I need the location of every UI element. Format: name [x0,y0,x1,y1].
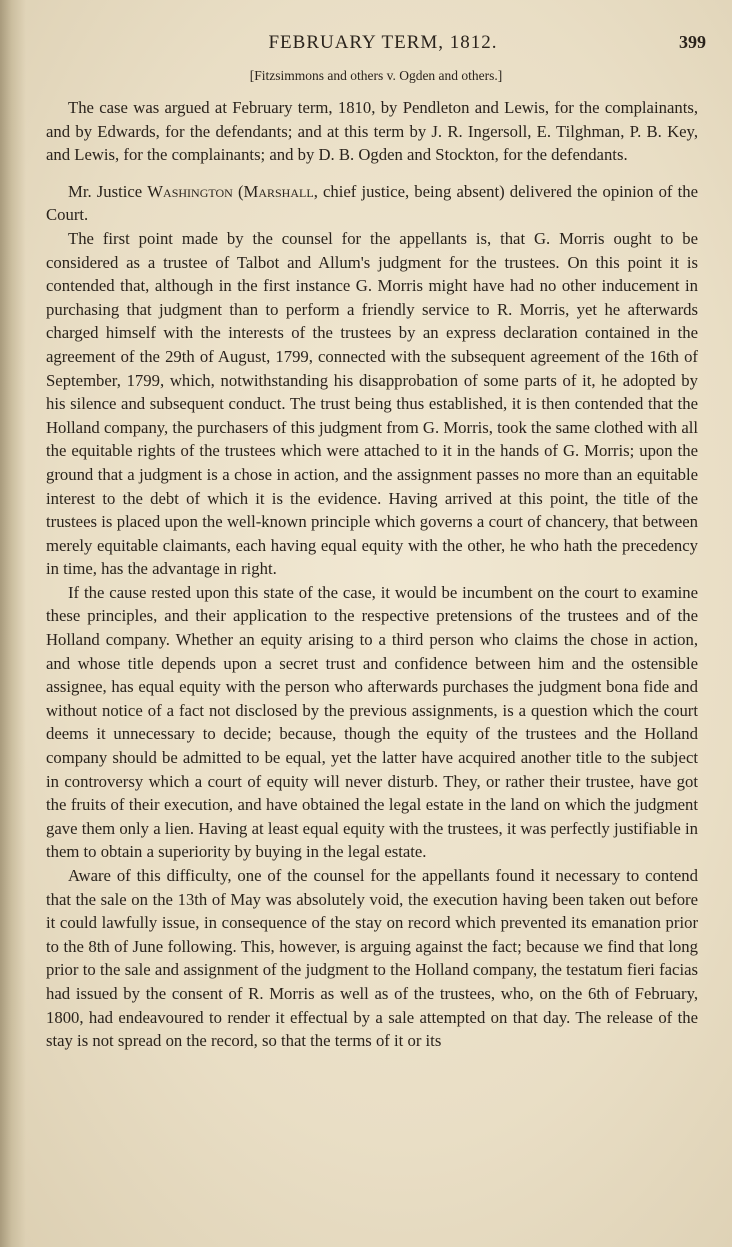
intro-mid: ( [232,181,244,201]
paragraph-opinion-intro [46,180,698,227]
paragraph-argument: The case was argued at February term, 1810, by Pendleton and Lewis, for the complainants, and by Edwards, for the defendants; and at this term by J. R. Ingersoll, E. Tilghman, P. B. Key, and Lewis, for the complainants; and by D. B. Ogden and Stockton, for the defendants. [46,98,698,165]
intro-suffix: , chief justice, being absent) delivered the opinion of the Court. [46,181,698,225]
paragraph-sale-void: Aware of this difficulty, one of the counsel for the appellants found it necessary to contend that the sale on the 13th of May was absolutely void, the execution having been taken out before it could lawfully issue, in consequence of the stay on record which prevented its emanation prior to the 8th of June following. This, however, is arguing against the fact; because we find that long prior to the sale and assignment of the judgment to the Holland company, the testatum fieri facias had issued by the consent of R. Morris as well as of the trustees, who, on the 6th of February, 1800, had endeavoured to render it effectual by a sale attempted on that day. The release of the stay is not spread on the record, so that the terms of it or its [46,866,698,1051]
paragraph-equity: If the cause rested upon this state of the case, it would be incumbent on the court to examine these principles, and their application to the respective pretensions of the trustees and of the Holland company. Whether an equity arising to a third person who claims the chose in action, and whose title depends upon a secret trust and confidence between him and the ostensible assignee, has equal equity with the person who afterwards purchases the judgment bona fide and without notice of a fact not disclosed by the previous assignments, is a question which the court deems it unnecessary to decide; because, though the equity of the trustees and the Holland company should be admitted to be equal, yet the latter have acquired another title to the subject in controversy which a court of equity will never disturb. They, or rather their trustee, have got the fruits of their execution, and have obtained the legal estate in the land on which the judgment gave them only a lien. Having at least equal equity with the trustees, it was perfectly justifiable in them to obtain a superiority by buying in the legal estate. [46,582,698,862]
chief-justice-name: Marshall [243,181,314,201]
paragraph-first-point: The first point made by the counsel for the appellants is, that G. Morris ought to be considered as a trustee of Talbot and Allum's judgment for the trustees. On this point it is contended that, although in the first instance G. Morris might have had no other inducement in purchasing that judgment than to perform a friendly service to R. Morris, yet he afterwards charged himself with the interests of the trustees by an express declaration contained in the agreement of the 29th of August, 1799, connected with the subsequent agreement of the 16th of September, 1799, which, notwithstanding his disapprobation of some parts of it, he adopted by his silence and subsequent conduct. The trust being thus established, it is then contended that the Holland company, the purchasers of this judgment from G. Morris, took the same clothed with all the equitable rights of the trustees which were attached to it in the hands of G. Morris; upon the ground that a judgment is a chose in action, and the assignment passes no more than an equitable interest to the debt of which it is the evidence. Having arrived at this point, the title of the trustees is placed upon the well-known principle which governs a court of chancery, that between merely equitable claimants, each having equal equity with the other, he who hath the precedency in time, has the advantage in right. [46,228,698,579]
running-title: FEBRUARY TERM, 1812. [268,32,498,53]
book-spine-shadow [0,0,26,1247]
intro-prefix: Mr. Justice [68,181,148,201]
opinion-text [46,96,698,1053]
page-header [60,28,706,58]
case-caption: [Fitzsimmons and others v. Ogden and others.] [249,68,503,83]
page-number: 399 [679,32,706,52]
justice-name: Washington [147,181,233,201]
